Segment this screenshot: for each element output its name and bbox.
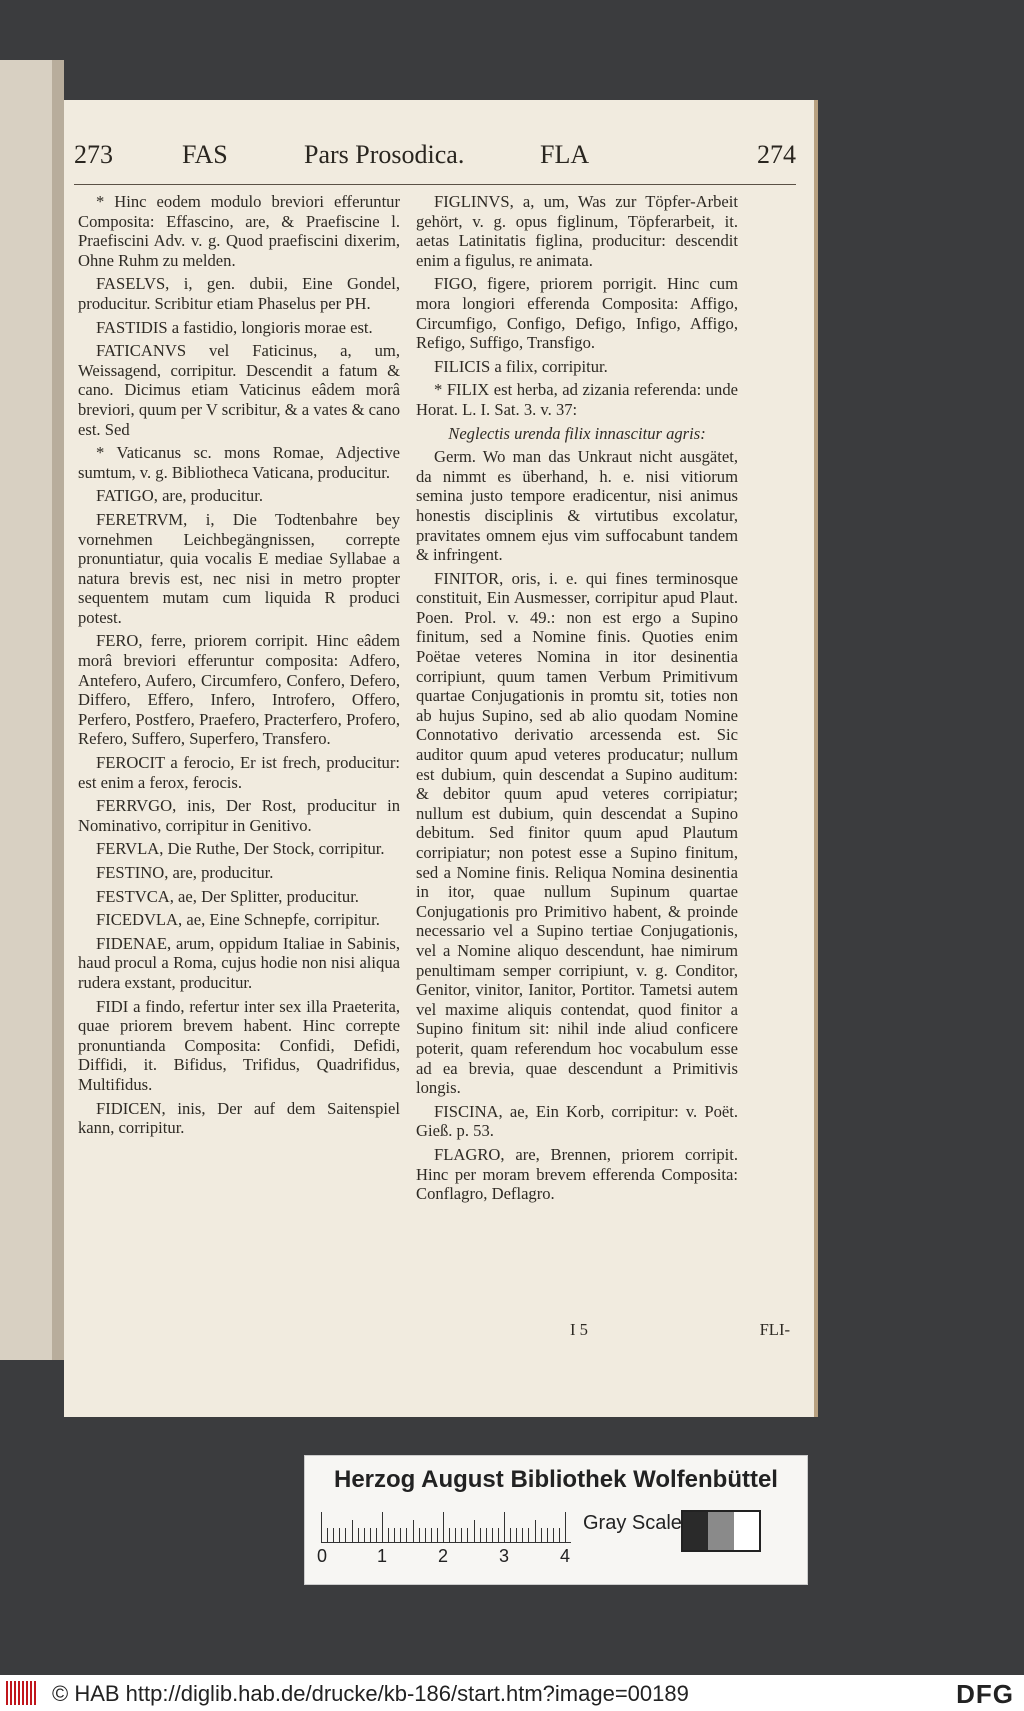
ruler-tick xyxy=(339,1528,340,1542)
entry: FERRVGO, inis, Der Rost, producitur in Nominativo, corripitur in Genitivo. xyxy=(78,796,400,835)
ruler-number: 0 xyxy=(317,1546,328,1566)
ruler-tick xyxy=(449,1528,450,1542)
entry: FASTIDIS a fastidio, longioris morae est. xyxy=(96,317,373,337)
viewer-bottom-bar xyxy=(0,1675,1024,1711)
entry: * FILIX est herba, ad zizania referenda: unde Horat. L. I. Sat. 3. v. 37: xyxy=(416,380,738,419)
gray-scale-swatches xyxy=(681,1510,761,1552)
hab-logo-icon xyxy=(6,1681,40,1705)
ruler-tick xyxy=(535,1520,536,1542)
ruler-tick xyxy=(516,1528,517,1542)
ruler-tick xyxy=(553,1528,554,1542)
entry: FASELVS, i, gen. dubii, Eine Gondel, producitur. Scribitur etiam Phaselus per PH. xyxy=(78,274,400,313)
entry: FEROCIT a ferocio, Er ist frech, producitur: est enim a ferox, ferocis. xyxy=(78,753,400,792)
page-number-right: 274 xyxy=(757,140,796,169)
entry: * Hinc eodem modulo breviori efferuntur Composita: Effascino, are, & Praefiscine l. Praefiscini Adv. v. g. Quod praefiscini dixerim, Ohne Ruhm zu melden. xyxy=(78,192,400,270)
ruler-tick xyxy=(492,1528,493,1542)
ruler-tick xyxy=(419,1528,420,1542)
entry: FESTINO, are, producitur. xyxy=(96,863,274,882)
catchword: FLI- xyxy=(759,1320,790,1339)
ruler-tick xyxy=(565,1512,566,1542)
library-name: Herzog August Bibliothek Wolfenbüttel xyxy=(334,1466,778,1493)
ruler-tick xyxy=(559,1528,560,1542)
header-word-right: FLA xyxy=(540,140,590,169)
swatch-light xyxy=(734,1512,759,1550)
ruler-tick xyxy=(498,1528,499,1542)
entry: FILICIS a filix, corripitur. xyxy=(434,356,608,376)
entry: FINITOR, oris, i. e. qui fines terminosque constituit, Ein Ausmesser, corripitur apud Plaut. Poen. Prol. v. 49.: non est ergo a Supino finitum, sed a Nomine finis. Quoties enim Poëtae veteres Nomina in itor desinentia corripiunt, quum tamen Verbum Primitivum quartae Conjugationis in promtu sit, toties non ab hujus Supino, sed ab alio quodam Nomine Connotativo derivatio arcessenda est. Sic auditor quum apud veteres producatur; nullum est dubium, quin descendat a Supino auditum: & debitor quum apud veteres corripiatur; nullum est dubium, quin descendat a Supino debitum. Sed finitor quum apud Plautum corripiatur; non potest esse a Supino finitum, sed a Nomine finis. Reliqua Nomina desinentia in itor, quae nullum Supinum quartae Conjugationis pro Primitivo habent, & proinde necessario vel a Supino tertiae Conjugationis, vel a Nomine aliquo descendunt, hae nimirum penultimam semper corripiunt, v. g. Conditor, Genitor, vinitor, Ianitor, Portitor. Tametsi autem vel maxime aliquis contendat, quod finitor a Supino finitum sit: nihil inde aliud conficere poterit, quam referendum hoc vocabulum esse ad ea brevia, quae descendunt a Primitivis longis. xyxy=(416,568,738,1098)
ruler-tick xyxy=(504,1512,505,1542)
entry: FIDI a findo, refertur inter sex illa Praeterita, quae priorem brevem habent. Hinc correpte pronuntianda Composita: Confidi, Defidi, Diffidi, it. Bifidus, Trifidus, Quadrifidus, Multifidus. xyxy=(78,996,400,1094)
entry: FIDICEN, inis, Der auf dem Saitenspiel kann, corripitur. xyxy=(78,1098,400,1138)
swatch-mid xyxy=(708,1512,733,1550)
page-gutter xyxy=(52,60,64,1360)
entry: FERO, ferre, priorem corripit. Hinc eâdem morâ breviori efferuntur composita: Adfero, Antefero, Aufero, Circumfero, Confero, Defero, Differo, Effero, Infero, Introfero, Offero, Perfero, Postfero, Praefero, Practerfero, Profero, Refero, Suffero, Superfero, Transfero. xyxy=(78,631,400,749)
ruler-tick xyxy=(376,1528,377,1542)
ruler-tick xyxy=(406,1528,407,1542)
ruler-number: 2 xyxy=(438,1546,449,1566)
ruler-tick xyxy=(388,1528,389,1542)
ruler-tick xyxy=(474,1520,475,1542)
running-header xyxy=(74,140,796,184)
entry: FERVLA, Die Ruthe, Der Stock, corripitur. xyxy=(96,839,385,859)
signature-mark: I 5 xyxy=(570,1320,588,1339)
ruler-tick xyxy=(437,1528,438,1542)
book-page xyxy=(64,100,814,1417)
ruler-tick xyxy=(352,1520,353,1542)
entry: FIGO, figere, priorem porrigit. Hinc cum mora longiori efferenda Composita: Affigo, Circumfigo, Configo, Defigo, Infigo, Affigo, Refigo, Suffigo, Transfigo. xyxy=(416,274,738,353)
ruler-number: 4 xyxy=(560,1546,571,1566)
left-column xyxy=(78,192,400,1142)
entry: FLAGRO, are, Brennen, priorem corripit. Hinc per moram brevem efferenda Composita: Conflagro, Deflagro. xyxy=(416,1144,738,1204)
entry: * Vaticanus sc. mons Romae, Adjective sumtum, v. g. Bibliotheca Vaticana, producitur. xyxy=(78,443,400,482)
right-column xyxy=(416,192,738,1208)
entry: FESTVCA, ae, Der Splitter, producitur. xyxy=(96,886,359,906)
scale-ruler xyxy=(321,1512,571,1543)
ruler-number: 1 xyxy=(377,1546,388,1566)
ruler-tick xyxy=(461,1528,462,1542)
ruler-tick xyxy=(528,1528,529,1542)
page-number-left: 273 xyxy=(74,140,113,169)
header-rule xyxy=(74,184,796,185)
ruler-tick xyxy=(467,1528,468,1542)
ruler-tick xyxy=(541,1528,542,1542)
entry: FATICANVS vel Faticinus, a, um, Weissagend, corripitur. Descendit a fatum & cano. Dicimus etiam Vaticinus eâdem morâ breviori, quum per V scribitur, & a vates & cano est. Sed xyxy=(78,341,400,439)
ruler-tick xyxy=(394,1528,395,1542)
header-word-left: FAS xyxy=(182,140,228,169)
ruler-tick xyxy=(425,1528,426,1542)
copyright-link[interactable]: © HAB http://diglib.hab.de/drucke/kb-186/start.htm?image=00189 xyxy=(52,1681,689,1706)
ruler-tick xyxy=(431,1528,432,1542)
ruler-tick xyxy=(443,1512,444,1542)
ruler-number: 3 xyxy=(499,1546,510,1566)
ruler-tick xyxy=(480,1528,481,1542)
ruler-tick xyxy=(382,1512,383,1542)
ruler-tick xyxy=(327,1528,328,1542)
ruler-tick xyxy=(486,1528,487,1542)
ruler-tick xyxy=(400,1528,401,1542)
library-color-card xyxy=(304,1455,808,1585)
ruler-tick xyxy=(358,1528,359,1542)
entry: FICEDVLA, ae, Eine Schnepfe, corripitur. xyxy=(96,910,380,930)
entry: FIDENAE, arum, oppidum Italiae in Sabinis, haud procul a Roma, cujus hodie non nisi aliqua rudera exstant, producitur. xyxy=(78,933,400,992)
ruler-tick xyxy=(522,1528,523,1542)
quotation: Neglectis urenda filix innascitur agris: xyxy=(448,423,706,443)
entry: FATIGO, are, producitur. xyxy=(96,486,263,506)
ruler-tick xyxy=(321,1512,322,1542)
ruler-tick xyxy=(413,1520,414,1542)
ruler-tick xyxy=(345,1528,346,1542)
swatch-dark xyxy=(683,1512,708,1550)
dfg-logo: DFG xyxy=(956,1679,1014,1709)
entry: FERETRVM, i, Die Todtenbahre bey vornehmen Leichbegängnissen, correpte pronuntiatur, quia vocalis E mediae Syllabae a natura brevis est, nec nisi in metro propter sequentem mutam cum liquida R produci potest. xyxy=(78,509,400,627)
ruler-tick xyxy=(455,1528,456,1542)
gray-scale-label: Gray Scale xyxy=(583,1512,682,1534)
entry: FIGLINVS, a, um, Was zur Töpfer-Arbeit gehört, v. g. opus figlinum, Töpferarbeit, it. aetas Latinitatis figlina, producitur: descendit enim a figulus, re animata. xyxy=(416,192,738,270)
entry: FISCINA, ae, Ein Korb, corripitur: v. Poët. Gieß. p. 53. xyxy=(416,1101,738,1141)
ruler-tick xyxy=(547,1528,548,1542)
ruler-tick xyxy=(333,1528,334,1542)
ruler-tick xyxy=(364,1528,365,1542)
ruler-tick xyxy=(510,1528,511,1542)
header-title: Pars Prosodica. xyxy=(304,140,465,169)
entry: Germ. Wo man das Unkraut nicht ausgätet, da nimmt es überhand, h. e. nisi vitiorum semina justo tempore eradicentur, nisi animus honestis disciplinis & virtutibus excolatur, pravitates omnem ejus vim suffocabunt tandem & infringent. xyxy=(416,447,738,565)
ruler-tick xyxy=(370,1528,371,1542)
